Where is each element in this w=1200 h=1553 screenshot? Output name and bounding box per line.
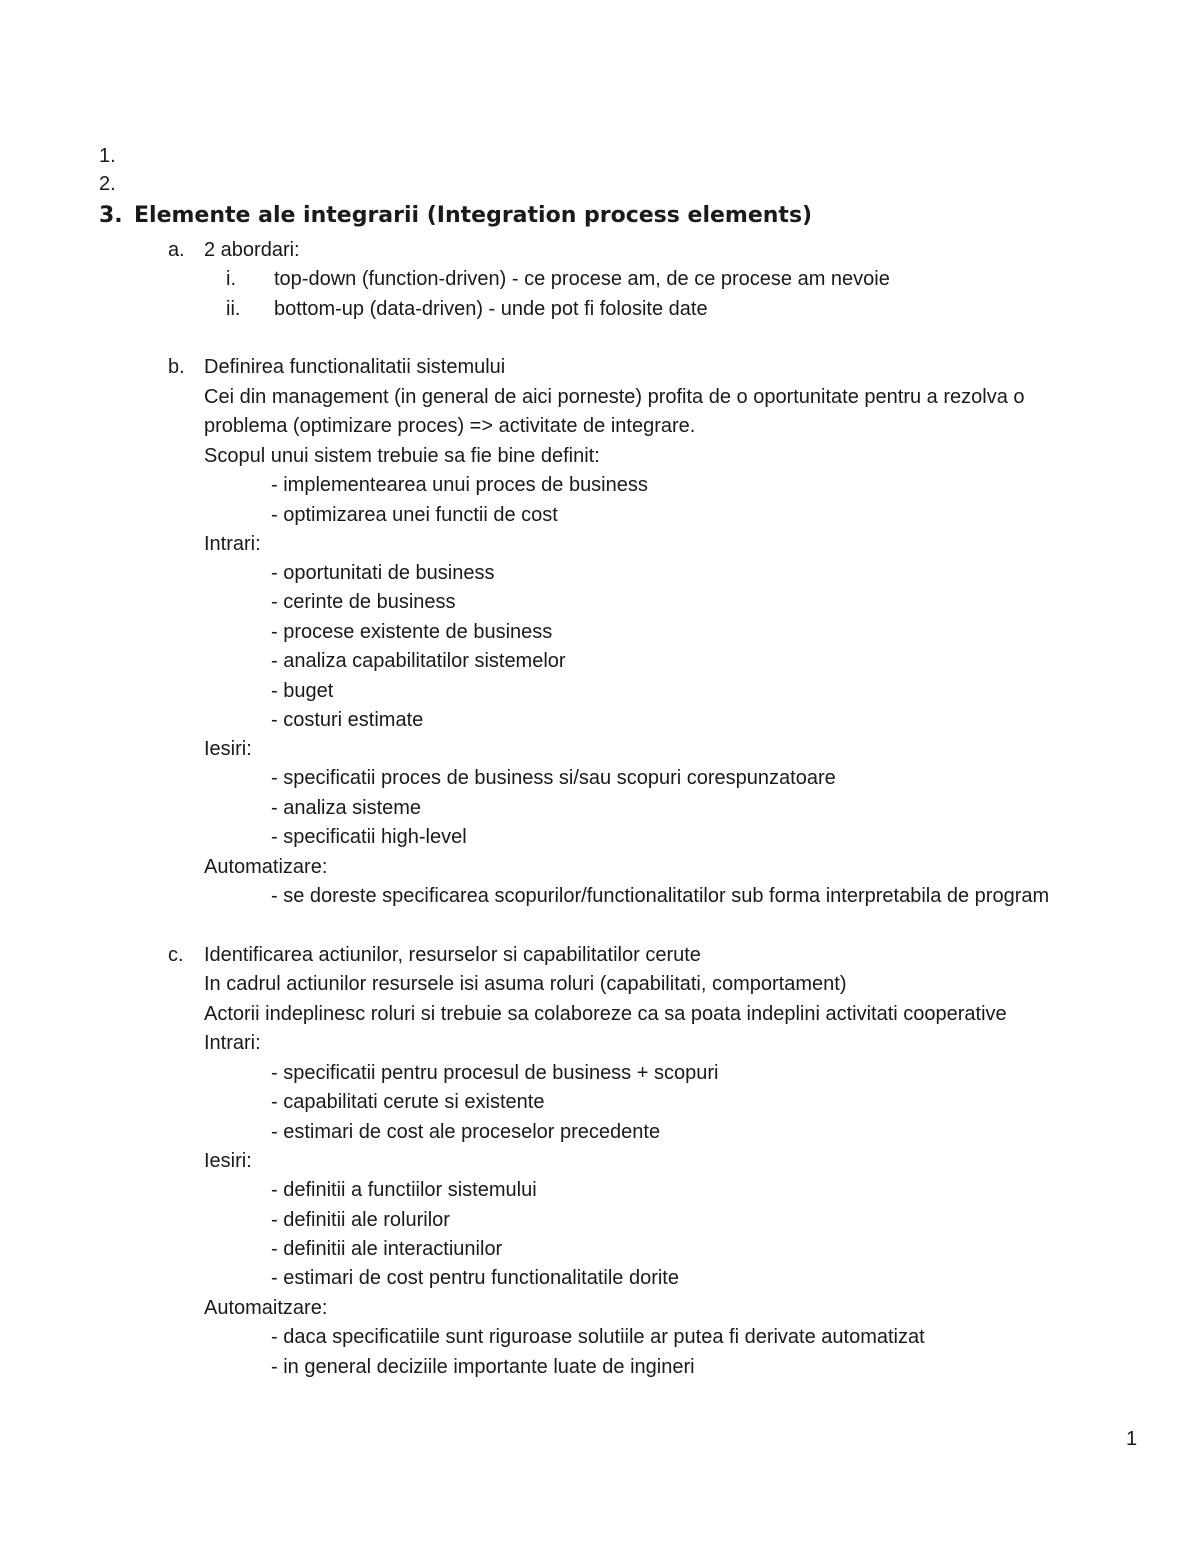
automation-label: Automatizare: [204,856,328,878]
subsection-c-title: Identificarea actiunilor, resurselor si capabilitatilor cerute [204,944,701,966]
marker-a: a. [168,239,185,261]
section-title: Elemente ale integrarii (Integration process elements) [134,203,813,228]
scope-label: Scopul unui sistem trebuie sa fie bine definit: [204,445,600,467]
list-number-1: 1. [99,145,116,167]
list-item: - estimari de cost pentru functionalitatile dorite [271,1267,679,1289]
outputs-label: Iesiri: [204,738,252,760]
list-number-2: 2. [99,173,116,195]
approach-top-down: top-down (function-driven) - ce procese am, de ce procese am nevoie [274,268,890,290]
list-item: - in general deciziile importante luate de ingineri [271,1356,695,1378]
list-item: - specificatii high-level [271,826,467,848]
marker-a-i: i. [226,268,236,290]
list-item: - capabilitati cerute si existente [271,1091,545,1113]
paragraph-line: problema (optimizare proces) => activitate de integrare. [204,415,696,437]
inputs-label: Intrari: [204,533,261,555]
list-item: - definitii ale interactiunilor [271,1238,503,1260]
list-item: - definitii ale rolurilor [271,1209,450,1231]
marker-b: b. [168,356,185,378]
marker-c: c. [168,944,184,966]
outputs-label: Iesiri: [204,1150,252,1172]
paragraph-line: Cei din management (in general de aici porneste) profita de o oportunitate pentru a rezolva o [204,386,1025,408]
list-item: - implementearea unui proces de business [271,474,648,496]
page-number: 1 [1126,1428,1138,1450]
list-item: - costuri estimate [271,709,424,731]
list-item: - specificatii pentru procesul de business + scopuri [271,1062,719,1084]
marker-a-ii: ii. [226,298,241,320]
automation-label: Automaitzare: [204,1297,328,1319]
list-item: - analiza capabilitatilor sistemelor [271,650,566,672]
list-item: - estimari de cost ale proceselor precedente [271,1121,661,1143]
list-item: - daca specificatiile sunt riguroase solutiile ar putea fi derivate automatizat [271,1326,925,1348]
paragraph-line: In cadrul actiunilor resursele isi asuma roluri (capabilitati, comportament) [204,973,847,995]
list-item: - se doreste specificarea scopurilor/functionalitatilor sub forma interpretabila de program [271,885,1050,907]
section-number-3: 3. [99,203,123,228]
approach-bottom-up: bottom-up (data-driven) - unde pot fi folosite date [274,298,708,320]
list-item: - definitii a functiilor sistemului [271,1179,537,1201]
inputs-label: Intrari: [204,1032,261,1054]
list-item: - oportunitati de business [271,562,495,584]
list-item: - cerinte de business [271,591,456,613]
list-item: - optimizarea unei functii de cost [271,504,558,526]
list-item: - buget [271,680,334,702]
subsection-b-title: Definirea functionalitatii sistemului [204,356,506,378]
list-item: - procese existente de business [271,621,553,643]
list-item: - analiza sisteme [271,797,422,819]
paragraph-line: Actorii indeplinesc roluri si trebuie sa colaboreze ca sa poata indeplini activitati cooperative [204,1003,1007,1025]
subsection-a-title: 2 abordari: [204,239,300,261]
list-item: - specificatii proces de business si/sau scopuri corespunzatoare [271,767,836,789]
